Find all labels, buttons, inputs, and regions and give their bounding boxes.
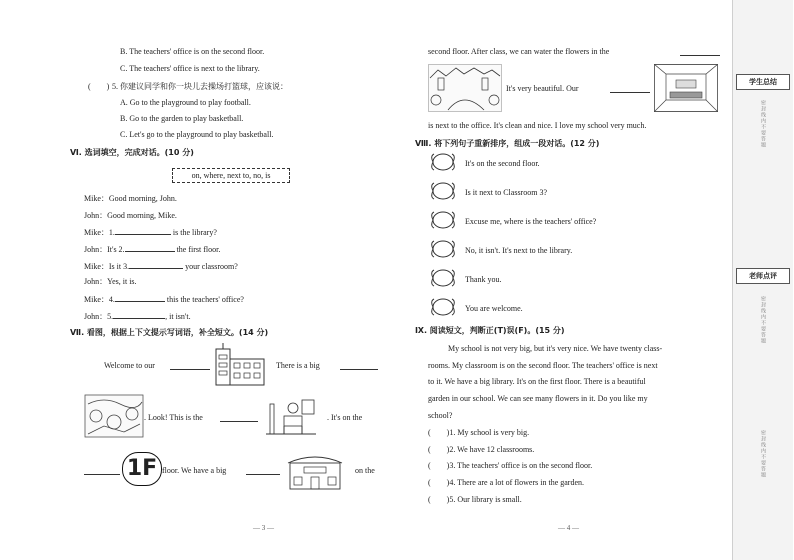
- passage-text: is next to the office. It's clean and nice. I love my school very much.: [428, 121, 647, 130]
- garden-picture: [84, 394, 144, 438]
- page-number-left: — 3 —: [253, 524, 274, 532]
- judge-item: ( )4. There are a lot of flowers in the garden.: [428, 478, 585, 487]
- judge-item: ( )5. Our library is small.: [428, 495, 522, 504]
- seal-line-note: 密封线内不要答题: [760, 100, 766, 148]
- answer-blank[interactable]: [170, 361, 210, 370]
- answer-blank[interactable]: [115, 293, 165, 302]
- answer-blank[interactable]: [129, 260, 183, 269]
- dialogue-sentence: Thank you.: [465, 275, 502, 284]
- section-8-title: Ⅷ. 将下列句子重新排序，组成一段对话。(12 分): [415, 139, 600, 148]
- option-b: B. Go to the garden to play basketball.: [120, 114, 244, 123]
- section-6-title: Ⅵ. 选词填空，完成对话。(10 分): [70, 148, 194, 157]
- dialogue-line: John：Good morning, Mike.: [84, 211, 177, 220]
- order-circle-icon[interactable]: [430, 297, 456, 317]
- answer-blank[interactable]: [113, 310, 165, 319]
- library-picture: [284, 449, 346, 493]
- office-picture: [262, 394, 320, 438]
- order-circle-icon[interactable]: [430, 210, 456, 230]
- answer-blank[interactable]: [220, 413, 258, 422]
- judge-item: ( )1. My school is very big.: [428, 428, 530, 437]
- seal-line-note: 密封线内不要答题: [760, 296, 766, 344]
- answer-bracket[interactable]: ( ): [428, 428, 450, 437]
- option-a: A. Go to the playground to play football.: [120, 98, 251, 107]
- reading-text: school?: [428, 411, 453, 420]
- answer-blank[interactable]: [246, 466, 280, 475]
- answer-blank[interactable]: [340, 361, 378, 370]
- answer-blank[interactable]: [610, 84, 650, 93]
- passage-text: There is a big: [276, 361, 320, 370]
- section-9-title: Ⅸ. 阅读短文，判断正(T)误(F)。(15 分): [415, 326, 565, 335]
- dialogue-line: Mike：Good morning, John.: [84, 194, 177, 203]
- passage-text: . Look! This is the: [144, 413, 203, 422]
- passage-text: second floor. After class, we can water the flowers in the: [428, 47, 610, 56]
- teacher-comment-label: 老师点评: [736, 268, 790, 284]
- word-box: on, where, next to, no, is: [172, 168, 290, 183]
- order-circle-icon[interactable]: [430, 181, 456, 201]
- answer-blank[interactable]: [84, 466, 120, 475]
- answer-bracket[interactable]: ( ): [428, 445, 450, 454]
- garden-picture: [428, 64, 502, 112]
- reading-text: My school is not very big, but it's very nice. We have twenty class-: [448, 344, 663, 353]
- answer-blank[interactable]: [125, 243, 175, 252]
- dialogue-sentence: No, it isn't. It's next to the library.: [465, 246, 573, 255]
- answer-bracket[interactable]: ( ): [428, 461, 450, 470]
- answer-bracket[interactable]: ( ): [428, 478, 450, 487]
- option-c: C. Let's go to the playground to play basketball.: [120, 130, 274, 139]
- dialogue-sentence: Excuse me, where is the teachers' office?: [465, 217, 597, 226]
- reading-text: rooms. My classroom is on the second floor. The teachers' office is next: [428, 361, 658, 370]
- passage-text: Welcome to our: [104, 361, 155, 370]
- dialogue-line: Mike：1. is the library?: [84, 228, 217, 237]
- reading-text: garden in our school. We can see many flowers in it. Do you like my: [428, 394, 648, 403]
- passage-text: It's very beautiful. Our: [506, 84, 579, 93]
- dialogue-line: Mike：4. this the teachers' office?: [84, 295, 244, 304]
- dialogue-line: John：It's 2. the first floor.: [84, 245, 221, 254]
- question-5: 5. 你建议同学和你一块儿去操场打篮球，应该说：: [112, 82, 288, 91]
- dialogue-sentence: It's on the second floor.: [465, 159, 540, 168]
- judge-item: ( )2. We have 12 classrooms.: [428, 445, 535, 454]
- reading-text: to it. We have a big library. It's on the first floor. There is a beautiful: [428, 377, 646, 386]
- first-floor-sign: 1F: [122, 452, 162, 486]
- dialogue-line: John：Yes, it is.: [84, 277, 137, 286]
- order-circle-icon[interactable]: [430, 239, 456, 259]
- answer-blank[interactable]: [115, 226, 171, 235]
- dialogue-line: John：5. , it isn't.: [84, 312, 191, 321]
- option-b: B. The teachers' office is on the second floor.: [120, 47, 265, 56]
- passage-text: . It's on the: [327, 413, 363, 422]
- judge-item: ( )3. The teachers' office is on the second floor.: [428, 461, 593, 470]
- classroom-picture: [654, 64, 718, 112]
- school-building-picture: [212, 343, 268, 387]
- option-c: C. The teachers' office is next to the library.: [120, 64, 260, 73]
- student-summary-label: 学生总结: [736, 74, 790, 90]
- answer-bracket[interactable]: ( ): [88, 82, 110, 91]
- order-circle-icon[interactable]: [430, 268, 456, 288]
- section-7-title: Ⅶ. 看图，根据上下文提示写词语，补全短文。(14 分): [70, 328, 269, 337]
- seal-line-note: 密封线内不要答题: [760, 430, 766, 478]
- dialogue-sentence: Is it next to Classroom 3?: [465, 188, 547, 197]
- order-circle-icon[interactable]: [430, 152, 456, 172]
- answer-bracket[interactable]: ( ): [428, 495, 450, 504]
- answer-blank[interactable]: [680, 47, 720, 56]
- page-number-right: — 4 —: [558, 524, 579, 532]
- passage-text: on the: [355, 466, 375, 475]
- dialogue-line: Mike：Is it 3. your classroom?: [84, 262, 238, 271]
- dialogue-sentence: You are welcome.: [465, 304, 523, 313]
- passage-text: floor. We have a big: [162, 466, 227, 475]
